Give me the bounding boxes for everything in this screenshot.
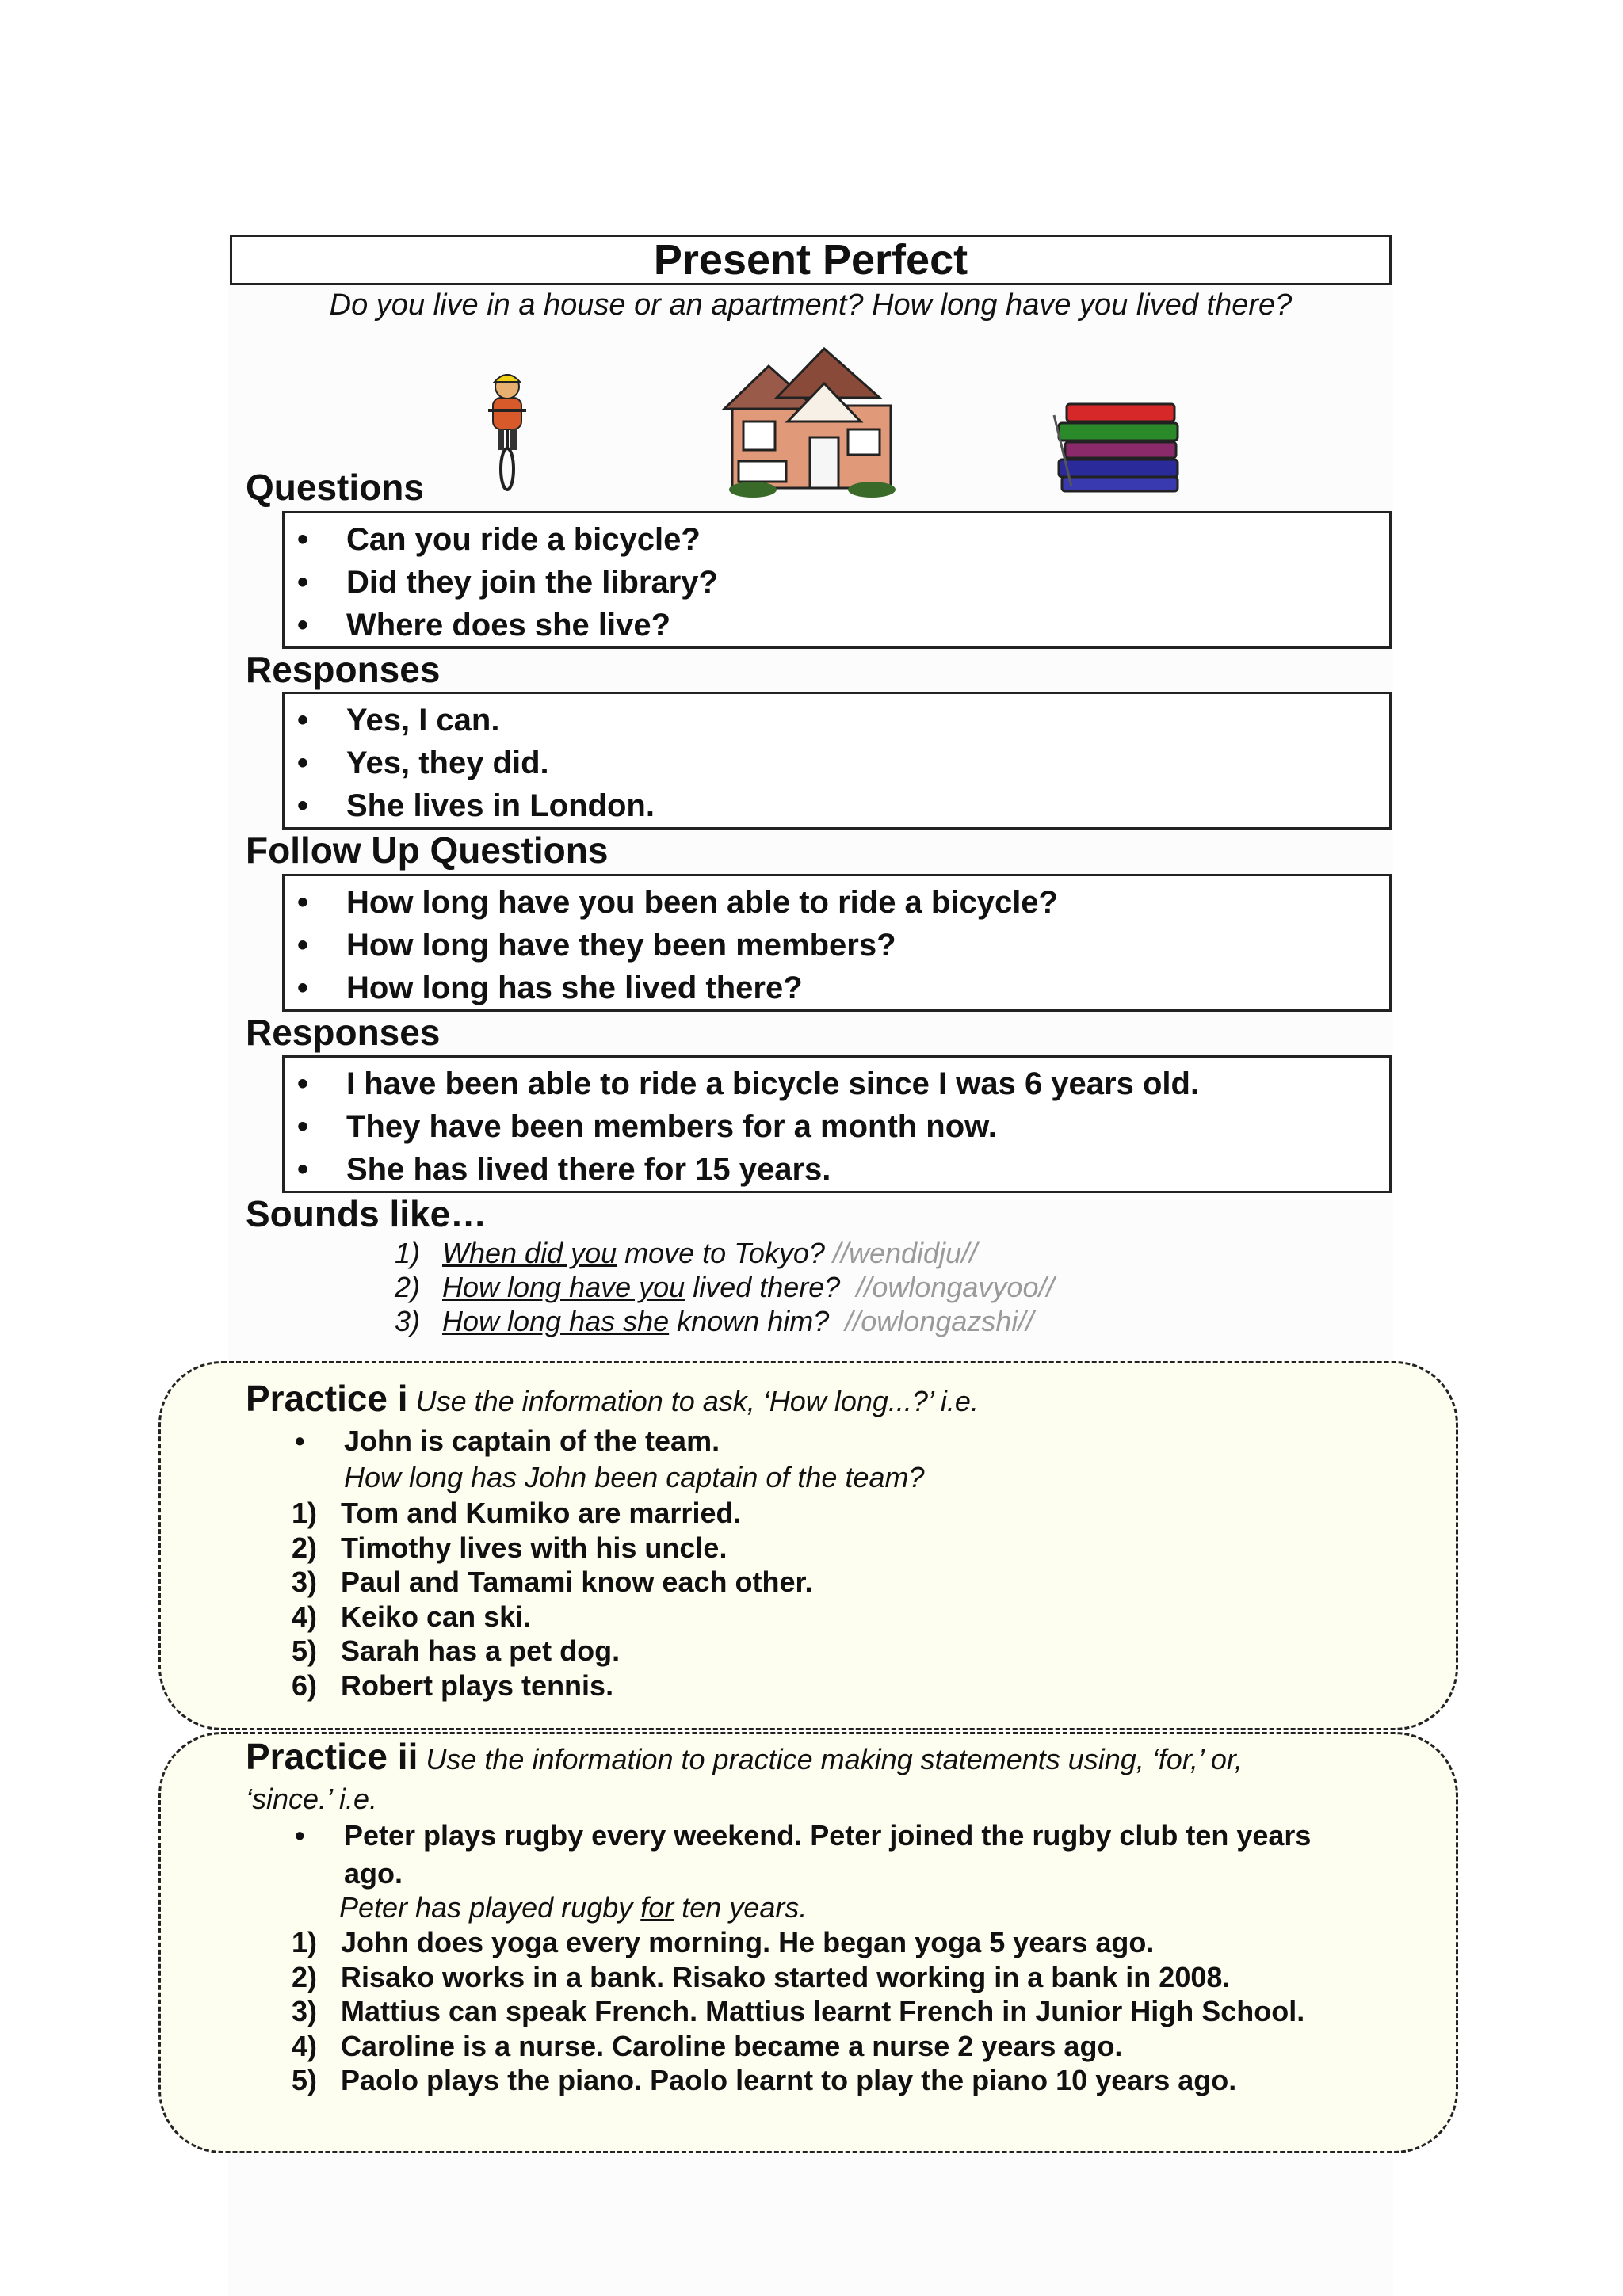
response-item: • Yes, they did.: [285, 742, 1389, 784]
practice-i-item: 6) Robert plays tennis.: [292, 1669, 614, 1702]
response-item: • She has lived there for 15 years.: [285, 1148, 1389, 1191]
books-picture: [1051, 399, 1186, 494]
response-item: • Yes, I can.: [285, 699, 1389, 742]
practice-i-list: [292, 1496, 813, 1703]
practice-i-example: John is captain of the team.: [344, 1425, 720, 1457]
follow-up-questions-heading: Follow Up Questions: [246, 830, 609, 871]
responses-box: [282, 692, 1392, 830]
question-item: • Can you ride a bicycle?: [285, 518, 1389, 561]
practice-ii-instruction-cont: ‘since.’ i.e.: [246, 1783, 378, 1815]
practice-i-example-bullet: •: [295, 1425, 305, 1457]
practice-i-item: 2) Timothy lives with his uncle.: [292, 1531, 727, 1564]
practice-i-title: Practice i: [246, 1378, 408, 1419]
practice-ii-item: 1) John does yoga every morning. He began yoga 5 years ago.: [292, 1926, 1155, 1958]
bicycle-rider-picture: [475, 366, 539, 493]
practice-ii-example-answer: Peter has played rugby for ten years.: [339, 1891, 808, 1924]
practice-ii-item: 2) Risako works in a bank. Risako started working in a bank in 2008.: [292, 1960, 1231, 1993]
practice-ii-example-line1: Peter plays rugby every weekend. Peter joined the rugby club ten years: [344, 1819, 1312, 1852]
page-title: Present Perfect: [230, 235, 1392, 285]
practice-i-example-answer: How long has John been captain of the team?: [344, 1461, 925, 1493]
responses-heading: Responses: [246, 1012, 441, 1053]
response-item: • They have been members for a month now.: [285, 1105, 1389, 1148]
follow-up-question-item: • How long has she lived there?: [285, 967, 1389, 1009]
practice-ii-example-bullet: •: [295, 1819, 305, 1852]
practice-ii-list: [292, 1925, 1304, 2098]
practice-ii-item: 4) Caroline is a nurse. Caroline became a nurse 2 years ago.: [292, 2029, 1123, 2062]
practice-ii-item: 5) Paolo plays the piano. Paolo learnt to play the piano 10 years ago.: [292, 2064, 1237, 2096]
house-picture: [721, 342, 903, 501]
practice-i-item: 5) Sarah has a pet dog.: [292, 1634, 621, 1667]
responses-heading: Responses: [246, 649, 441, 690]
questions-heading: Questions: [246, 467, 424, 508]
sounds-like-item: 2) How long have you lived there? //owlongavyoo//: [395, 1271, 1055, 1303]
practice-i-item: 3) Paul and Tamami know each other.: [292, 1566, 813, 1598]
practice-ii-example-line2: ago.: [344, 1857, 403, 1890]
practice-i-item: 4) Keiko can ski.: [292, 1600, 532, 1633]
sounds-like-item: 3) How long has she known him? //owlongazshi//: [395, 1305, 1034, 1337]
page-subtitle: Do you live in a house or an apartment? How long have you lived there?: [329, 288, 1293, 322]
practice-i-header: [246, 1377, 979, 1420]
practice-ii-item: 3) Mattius can speak French. Mattius learnt French in Junior High School.: [292, 1995, 1305, 2027]
practice-ii-header: [246, 1735, 1243, 1778]
questions-box: [282, 511, 1392, 649]
responses-box: [282, 1055, 1392, 1193]
sounds-like-heading: Sounds like…: [246, 1193, 487, 1234]
follow-up-question-item: • How long have they been members?: [285, 924, 1389, 967]
practice-ii-title: Practice ii: [246, 1736, 418, 1777]
practice-i-instruction: Use the information to ask, ‘How long...?’ i.e.: [415, 1385, 979, 1417]
practice-i-item: 1) Tom and Kumiko are married.: [292, 1497, 742, 1529]
sounds-like-list: [395, 1236, 1054, 1338]
sounds-like-item: 1) When did you move to Tokyo? //wendidju//: [395, 1237, 978, 1269]
follow-up-questions-box: [282, 874, 1392, 1012]
follow-up-question-item: • How long have you been able to ride a bicycle?: [285, 881, 1389, 924]
question-item: • Did they join the library?: [285, 561, 1389, 604]
response-item: • She lives in London.: [285, 784, 1389, 827]
response-item: • I have been able to ride a bicycle since I was 6 years old.: [285, 1062, 1389, 1105]
practice-ii-instruction: Use the information to practice making statements using, ‘for,’ or,: [426, 1743, 1243, 1775]
question-item: • Where does she live?: [285, 604, 1389, 646]
